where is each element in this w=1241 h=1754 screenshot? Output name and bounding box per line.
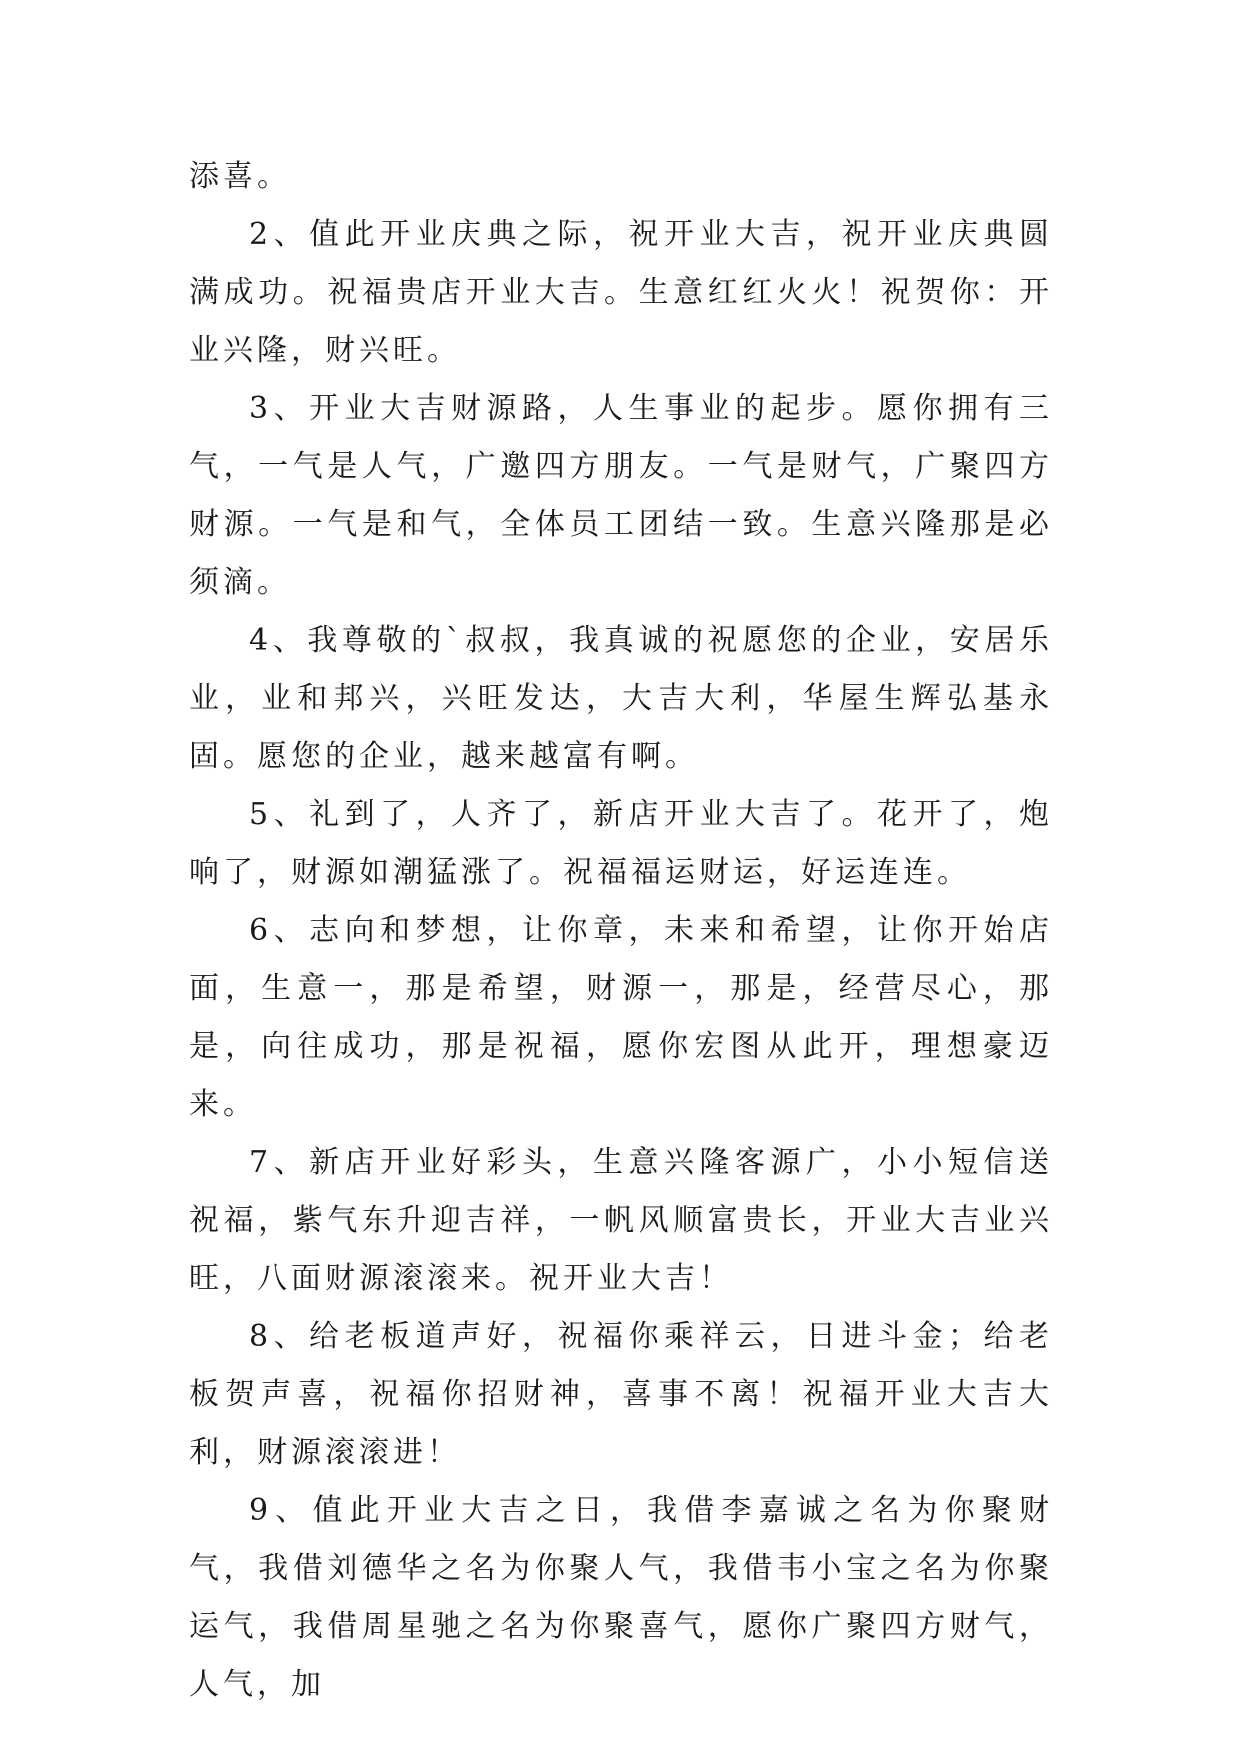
paragraph-2: 2、值此开业庆典之际，祝开业大吉，祝开业庆典圆满成功。祝福贵店开业大吉。生意红红火火！祝贺你：开业兴隆，财兴旺。 [189,217,1053,368]
paragraph-8: 8、给老板道声好，祝福你乘祥云，日进斗金；给老板贺声喜，祝福你招财神，喜事不离！祝福开业大吉大利，财源滚滚进！ [189,1319,1053,1470]
paragraph-5: 5、礼到了，人齐了，新店开业大吉了。花开了，炮响了，财源如潮猛涨了。祝福福运财运，好运连连。 [189,797,1053,890]
paragraph-7: 7、新店开业好彩头，生意兴隆客源广，小小短信送祝福，紫气东升迎吉祥，一帆风顺富贵长，开业大吉业兴旺，八面财源滚滚来。祝开业大吉！ [189,1145,1053,1296]
paragraph-4: 4、我尊敬的`叔叔，我真诚的祝愿您的企业，安居乐业，业和邦兴，兴旺发达，大吉大利，华屋生辉弘基永固。愿您的企业，越来越富有啊。 [189,623,1053,774]
paragraph-6: 6、志向和梦想，让你章，未来和希望，让你开始店面，生意一，那是希望，财源一，那是，经营尽心，那是，向往成功，那是祝福，愿你宏图从此开，理想豪迈来。 [189,913,1053,1122]
paragraph-9: 9、值此开业大吉之日，我借李嘉诚之名为你聚财气，我借刘德华之名为你聚人气，我借韦小宝之名为你聚运气，我借周星驰之名为你聚喜气，愿你广聚四方财气，人气，加 [189,1493,1053,1702]
paragraph-3: 3、开业大吉财源路，人生事业的起步。愿你拥有三气，一气是人气，广邀四方朋友。一气是财气，广聚四方财源。一气是和气，全体员工团结一致。生意兴隆那是必须滴。 [189,391,1053,600]
document-body [189,148,1053,1714]
continuation-text: 添喜。 [189,159,291,194]
